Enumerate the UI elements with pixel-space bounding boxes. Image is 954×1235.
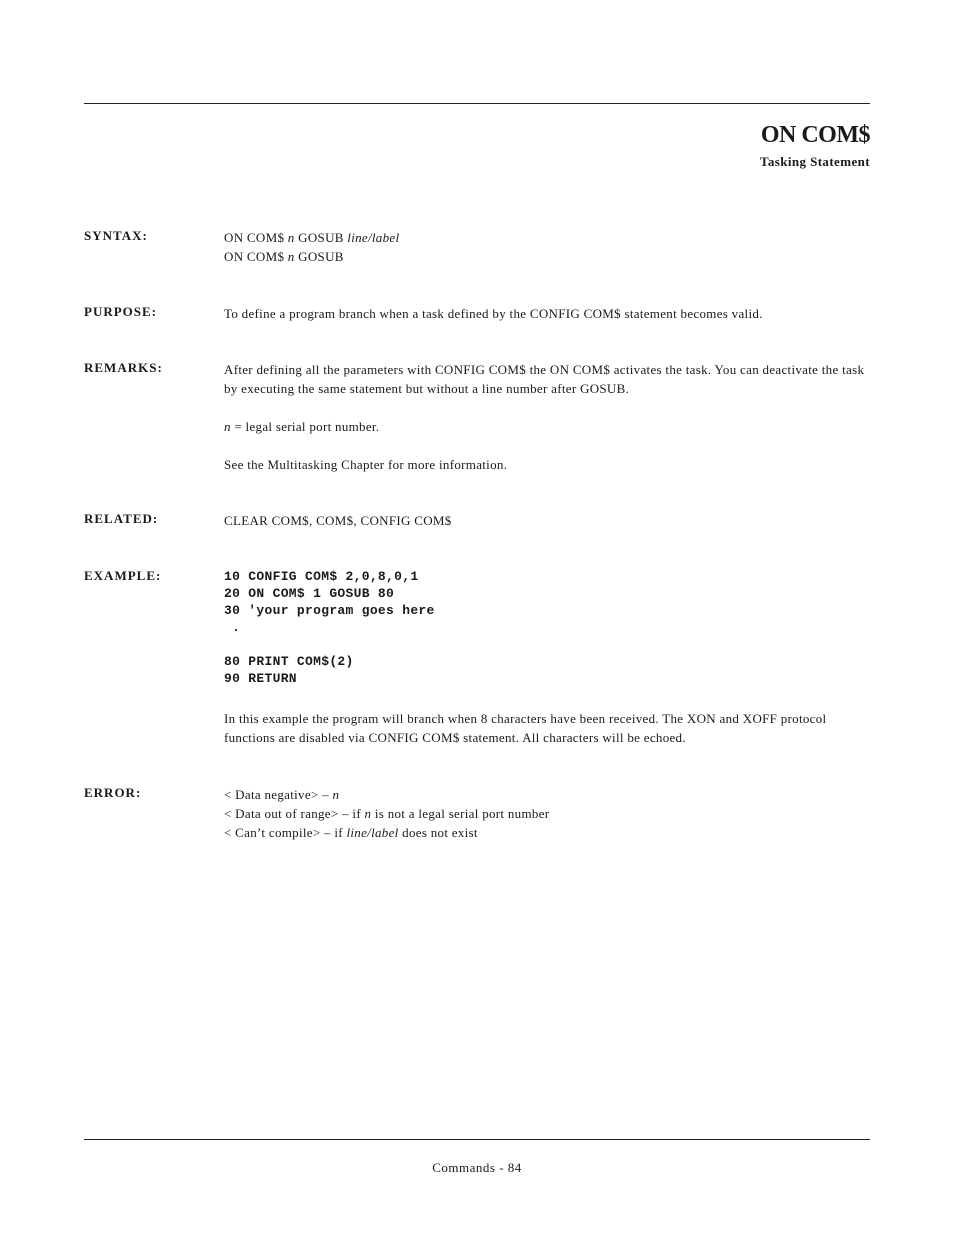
error-2-var: n bbox=[364, 806, 372, 821]
error-2-text: < Data out of range> – if bbox=[224, 806, 365, 821]
syntax-line-2 bbox=[224, 247, 874, 266]
related-label: RELATED: bbox=[84, 511, 159, 526]
remarks-content bbox=[224, 360, 874, 474]
syntax-line-2-pre: ON COM$ bbox=[224, 249, 288, 264]
error-1-text: < Data negative> – bbox=[224, 787, 333, 802]
code-line: . bbox=[224, 620, 241, 635]
remarks-param-text: = legal serial port number. bbox=[230, 419, 380, 434]
code-line: 20 ON COM$ 1 GOSUB 80 bbox=[224, 586, 395, 601]
example-label: EXAMPLE: bbox=[84, 568, 162, 583]
bottom-rule bbox=[84, 1139, 870, 1140]
error-3-var: line/label bbox=[346, 825, 399, 840]
code-line: 10 CONFIG COM$ 2,0,8,0,1 bbox=[224, 569, 419, 584]
page-subtitle: Tasking Statement bbox=[760, 154, 870, 169]
syntax-line-2-post: GOSUB bbox=[294, 249, 344, 264]
syntax-line-2-var: n bbox=[287, 249, 295, 264]
code-line: 90 RETURN bbox=[224, 671, 297, 686]
remarks-param-var: n bbox=[224, 419, 231, 434]
remarks-label: REMARKS: bbox=[84, 360, 163, 375]
page-footer: Commands - 84 bbox=[432, 1160, 522, 1175]
syntax-label: SYNTAX: bbox=[84, 228, 148, 243]
related-text: CLEAR COM$, COM$, CONFIG COM$ bbox=[224, 513, 452, 528]
error-item-1 bbox=[224, 785, 874, 804]
error-3-post: does not exist bbox=[398, 825, 478, 840]
code-line bbox=[224, 636, 874, 653]
error-label: ERROR: bbox=[84, 785, 142, 800]
error-3-text: < Can’t compile> – if bbox=[224, 825, 347, 840]
example-content bbox=[224, 568, 874, 747]
error-2-post: is not a legal serial port number bbox=[371, 806, 550, 821]
error-item-3 bbox=[224, 823, 874, 842]
error-item-2 bbox=[224, 804, 874, 823]
remarks-paragraph-1: After defining all the parameters with CONFIG COM$ the ON COM$ activates the task. You can deactivate the task by executing the same statement but without a line number after GOSUB. bbox=[224, 362, 865, 396]
page-title: ON COM$ bbox=[760, 122, 870, 148]
top-rule bbox=[84, 103, 870, 104]
example-explanation: In this example the program will branch when 8 characters have been received. The XON and XOFF protocol functions are disabled via CONFIG COM$ statement. All characters will be echoed. bbox=[224, 711, 827, 745]
purpose-text: To define a program branch when a task defined by the CONFIG COM$ statement becomes valid. bbox=[224, 306, 763, 321]
code-line: 30 'your program goes here bbox=[224, 603, 435, 618]
code-line: 80 PRINT COM$(2) bbox=[224, 654, 354, 669]
syntax-content bbox=[224, 228, 874, 266]
error-content bbox=[224, 785, 874, 842]
remarks-parameter bbox=[224, 417, 874, 436]
purpose-label: PURPOSE: bbox=[84, 304, 157, 319]
syntax-line-1 bbox=[224, 228, 874, 247]
related-content bbox=[224, 511, 874, 530]
syntax-line-1-arg: line/label bbox=[347, 230, 400, 245]
syntax-line-1-var: n bbox=[287, 230, 295, 245]
remarks-paragraph-3: See the Multitasking Chapter for more information. bbox=[224, 457, 508, 472]
error-1-var: n bbox=[332, 787, 340, 802]
purpose-content bbox=[224, 304, 874, 323]
syntax-line-1-pre: ON COM$ bbox=[224, 230, 288, 245]
syntax-line-1-mid: GOSUB bbox=[294, 230, 348, 245]
